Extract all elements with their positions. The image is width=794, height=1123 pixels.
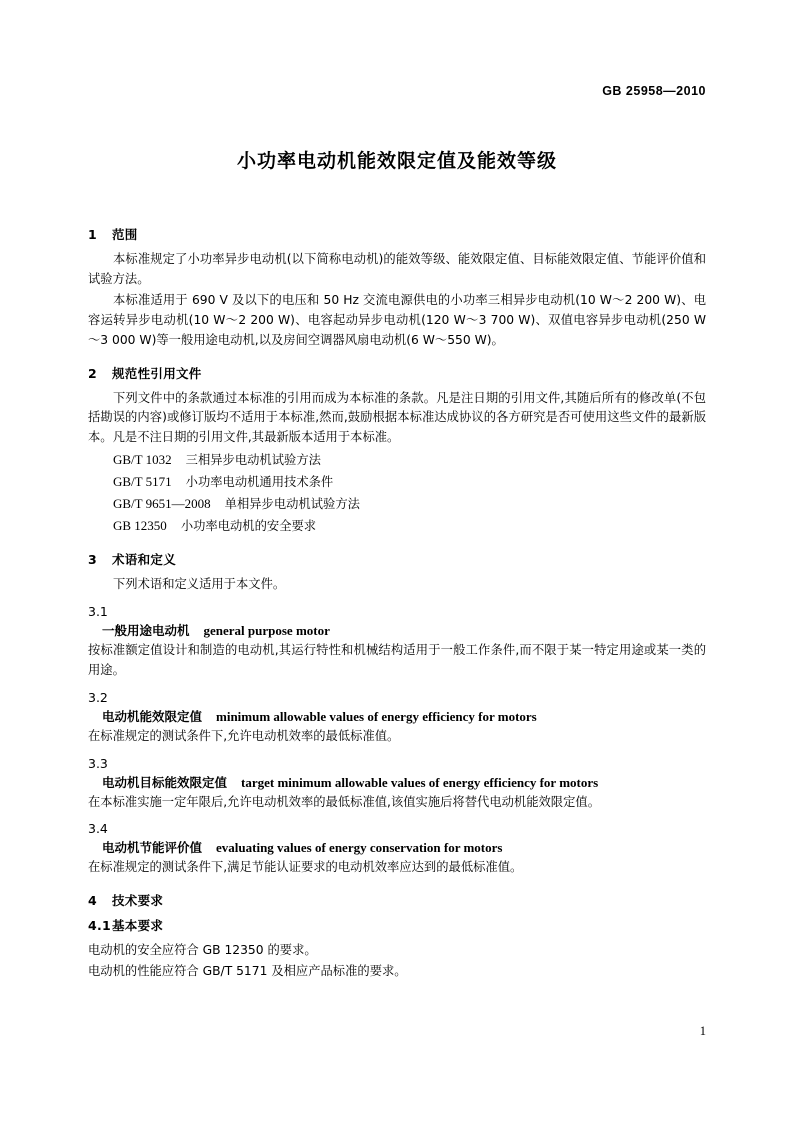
section-number-4: 4 (88, 893, 97, 909)
term-entry (102, 707, 706, 725)
section-number-1: 1 (88, 227, 97, 242)
term-number: 3.3 (88, 755, 108, 771)
term-number: 3.2 (88, 689, 108, 705)
subsection-heading-4-1 (88, 916, 706, 934)
term-entry (102, 773, 706, 791)
section-title-2: 规范性引用文件 (112, 365, 202, 381)
subsection-title-4-1: 基本要求 (112, 918, 164, 934)
term-entry (102, 838, 706, 856)
section-title-3: 术语和定义 (112, 551, 177, 567)
standard-code-header: GB 25958—2010 (602, 84, 706, 98)
document-body (88, 212, 706, 983)
term-label-cn: 一般用途电动机 (102, 622, 190, 638)
reference-item (113, 449, 706, 471)
term-label-cn: 电动机节能评价值 (102, 840, 203, 856)
section-title-4: 技术要求 (112, 893, 164, 909)
page-title: 小功率电动机能效限定值及能效等级 (236, 150, 557, 172)
reference-code: GB/T 5171 (113, 474, 172, 490)
term-definition: 在标准规定的测试条件下,满足节能认证要求的电动机效率应达到的最低标准值。 (88, 860, 523, 875)
term-definition: 在标准规定的测试条件下,允许电动机效率的最低标准值。 (88, 728, 400, 743)
term-number: 3.1 (88, 603, 108, 619)
term-label-cn: 电动机目标能效限定值 (102, 774, 228, 790)
term-entry (102, 621, 706, 639)
reference-name: 小功率电动机通用技术条件 (185, 475, 334, 490)
section-title-1: 范围 (112, 227, 138, 242)
paragraph: 本标准规定了小功率异步电动机(以下简称电动机)的能效等级、能效限定值、目标能效限定值、节能评价值和试验方法。 (88, 252, 706, 286)
term-number: 3.4 (88, 821, 108, 837)
section-heading-1 (88, 225, 706, 243)
reference-code: GB/T 9651—2008 (113, 496, 211, 512)
paragraph: 下列文件中的条款通过本标准的引用而成为本标准的条款。凡是注日期的引用文件,其随后所有的修改单(不包括勘误的内容)或修订版均不适用于本标准,然而,鼓励根据本标准达成协议的各方研究是否可使用这些文件的最新版本。凡是不注日期的引用文件,其最新版本适用于本标准。 (88, 390, 706, 445)
reference-code: GB 12350 (113, 517, 167, 533)
reference-code: GB/T 1032 (113, 452, 172, 468)
section-heading-2 (88, 364, 706, 382)
section-number-3: 3 (88, 551, 97, 567)
section-heading-3 (88, 550, 706, 568)
term-label-en: target minimum allowable values of energy efficiency for motors (241, 774, 599, 790)
term-label-en: minimum allowable values of energy efficiency for motors (216, 708, 537, 724)
paragraph: 本标准适用于 690 V 及以下的电压和 50 Hz 交流电源供电的小功率三相异步电动机(10 W～2 200 W)、电容运转异步电动机(10 W～2 200 W)、电容起动异步电动机(120 W～3 700 W)、双值电容异步电动机(250 W～3 000 W)等一般用途电动机,以及房间空调器风扇电动机(6 W～550 W)。 (88, 292, 706, 347)
paragraph: 电动机的安全应符合 GB 12350 的要求。 (88, 943, 317, 958)
paragraph: 下列术语和定义适用于本文件。 (113, 576, 286, 591)
section-heading-4 (88, 891, 706, 909)
section-number-2: 2 (88, 365, 97, 381)
subsection-number-4-1: 4.1 (88, 918, 112, 934)
paragraph: 电动机的性能应符合 GB/T 5171 及相应产品标准的要求。 (88, 964, 407, 979)
term-label-cn: 电动机能效限定值 (102, 708, 203, 724)
reference-item (113, 493, 706, 515)
reference-name: 单相异步电动机试验方法 (224, 497, 360, 512)
reference-item (113, 515, 706, 537)
page-number: 1 (699, 1024, 706, 1038)
term-definition: 按标准额定值设计和制造的电动机,其运行特性和机械结构适用于一般工作条件,而不限于某一特定用途或某一类的用途。 (88, 642, 706, 677)
reference-name: 小功率电动机的安全要求 (180, 518, 317, 533)
term-label-en: evaluating values of energy conservation for motors (216, 840, 503, 856)
term-definition: 在本标准实施一定年限后,允许电动机效率的最低标准值,该值实施后将替代电动机能效限定值。 (88, 794, 600, 809)
reference-name: 三相异步电动机试验方法 (185, 453, 321, 468)
reference-item (113, 471, 706, 493)
term-label-en: general purpose motor (203, 622, 330, 638)
